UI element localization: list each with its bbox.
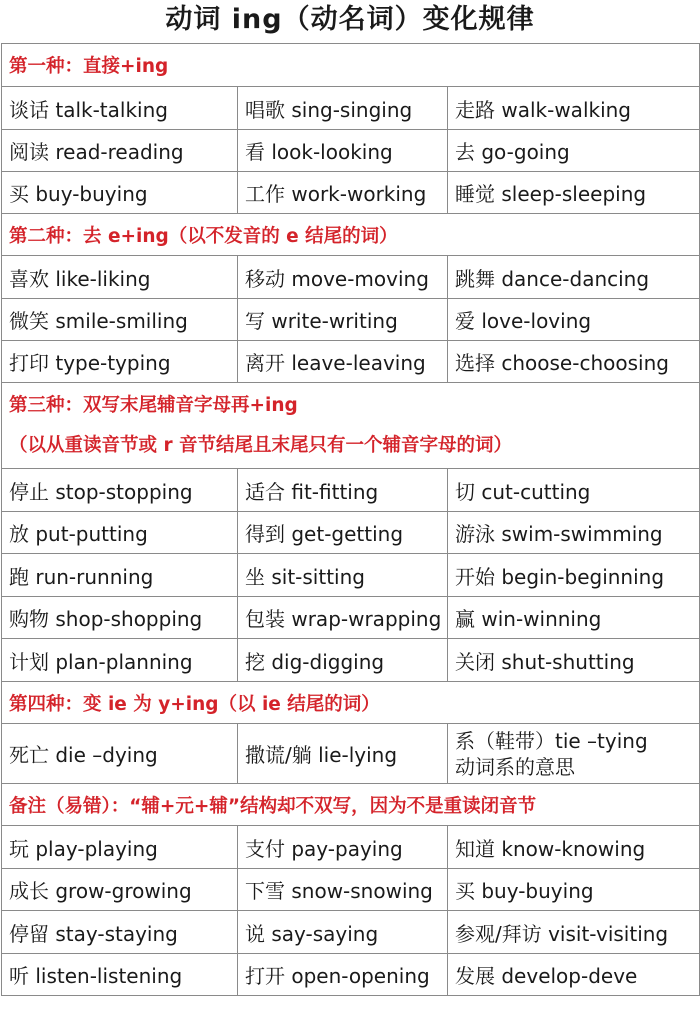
table-cell: 停止 stop-stopping xyxy=(2,469,238,512)
table-cell: 工作 work-working xyxy=(238,172,448,214)
table-cell: 放 put-putting xyxy=(2,512,238,554)
table-cell: 阅读 read-reading xyxy=(2,130,238,172)
table-cell: 唱歌 sing-singing xyxy=(238,87,448,130)
table-cell: 爱 love-loving xyxy=(448,299,700,341)
table-cell: 开始 begin-beginning xyxy=(448,554,700,597)
table-cell: 下雪 snow-snowing xyxy=(238,869,448,911)
cell-main-text: 系（鞋带）tie –tying xyxy=(455,728,648,753)
table-cell: 打印 type-typing xyxy=(2,341,238,383)
table-cell: 发展 develop-deve xyxy=(448,954,700,996)
section-header: 第二种：去 e+ing（以不发音的 e 结尾的词） xyxy=(2,214,700,256)
table-cell: 撒谎/躺 lie-lying xyxy=(238,724,448,784)
table-cell: 赢 win-winning xyxy=(448,597,700,639)
section-header: 第四种：变 ie 为 y+ing（以 ie 结尾的词） xyxy=(2,682,700,724)
table-cell: 买 buy-buying xyxy=(448,869,700,911)
table-cell: 写 write-writing xyxy=(238,299,448,341)
table-cell: 去 go-going xyxy=(448,130,700,172)
table-cell: 说 say-saying xyxy=(238,911,448,954)
verb-ing-table xyxy=(1,43,700,996)
table-cell: 喜欢 like-liking xyxy=(2,256,238,299)
section-header-line2: （以从重读音节或 r 音节结尾且末尾只有一个辅音字母的词） xyxy=(9,434,513,456)
table-cell: 离开 leave-leaving xyxy=(238,341,448,383)
table-cell: 跳舞 dance-dancing xyxy=(448,256,700,299)
table-cell: 包装 wrap-wrapping xyxy=(238,597,448,639)
table-cell: 坐 sit-sitting xyxy=(238,554,448,597)
table-cell: 玩 play-playing xyxy=(2,826,238,869)
table-cell: 购物 shop-shopping xyxy=(2,597,238,639)
table-cell: 死亡 die –dying xyxy=(2,724,238,784)
table-cell: 支付 pay-paying xyxy=(238,826,448,869)
section-header xyxy=(2,383,700,469)
table-cell: 走路 walk-walking xyxy=(448,87,700,130)
table-cell: 切 cut-cutting xyxy=(448,469,700,512)
section-header: 备注（易错）：“辅+元+辅”结构却不双写，因为不是重读闭音节 xyxy=(2,784,700,826)
table-cell: 得到 get-getting xyxy=(238,512,448,554)
table-cell: 打开 open-opening xyxy=(238,954,448,996)
page-title: 动词 ing（动名词）变化规律 xyxy=(165,4,535,35)
section-header: 第一种：直接+ing xyxy=(2,44,700,87)
table-cell: 睡觉 sleep-sleeping xyxy=(448,172,700,214)
table-cell: 关闭 shut-shutting xyxy=(448,639,700,682)
table-cell: 选择 choose-choosing xyxy=(448,341,700,383)
table-cell: 知道 know-knowing xyxy=(448,826,700,869)
table-cell: 参观/拜访 visit-visiting xyxy=(448,911,700,954)
cell-note-text: 动词系的意思 xyxy=(455,754,575,779)
table-cell: 听 listen-listening xyxy=(2,954,238,996)
table-cell: 买 buy-buying xyxy=(2,172,238,214)
table-cell: 适合 fit-fitting xyxy=(238,469,448,512)
section-header-line1: 第三种：双写末尾辅音字母再+ing xyxy=(9,394,298,416)
table-cell xyxy=(448,724,700,784)
table-cell: 挖 dig-digging xyxy=(238,639,448,682)
table-cell: 移动 move-moving xyxy=(238,256,448,299)
table-cell: 停留 stay-staying xyxy=(2,911,238,954)
table-cell: 成长 grow-growing xyxy=(2,869,238,911)
table-cell: 跑 run-running xyxy=(2,554,238,597)
table-cell: 微笑 smile-smiling xyxy=(2,299,238,341)
table-cell: 游泳 swim-swimming xyxy=(448,512,700,554)
table-cell: 看 look-looking xyxy=(238,130,448,172)
table-cell: 谈话 talk-talking xyxy=(2,87,238,130)
table-cell: 计划 plan-planning xyxy=(2,639,238,682)
